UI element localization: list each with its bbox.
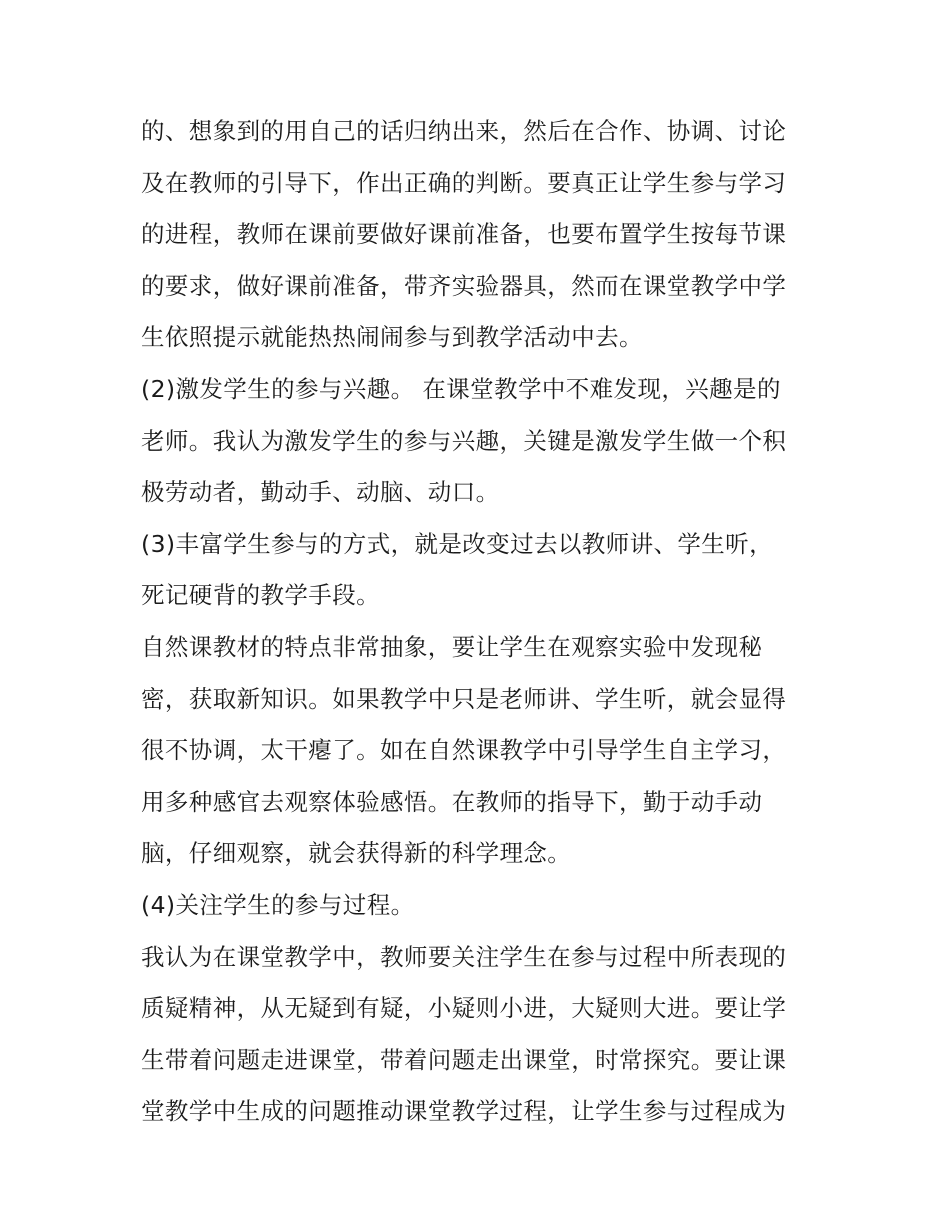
text-line: 及在教师的引导下，作出正确的判断。要真正让学生参与学习 xyxy=(141,168,787,197)
text-line: 老师。我认为激发学生的参与兴趣，关键是激发学生做一个积 xyxy=(141,426,787,455)
text-line: 堂教学中生成的问题推动课堂教学过程，让学生参与过程成为 xyxy=(141,1097,787,1126)
text-line: 脑，仔细观察，就会获得新的科学理念。 xyxy=(141,839,572,868)
text-line: (2)激发学生的参与兴趣。 在课堂教学中不难发现，兴趣是的 xyxy=(141,374,781,403)
text-line: 死记硬背的教学手段。 xyxy=(141,581,380,610)
text-line: 用多种感官去观察体验感悟。在教师的指导下，勤于动手动 xyxy=(141,787,763,816)
text-line: 的要求，做好课前准备，带齐实验器具，然而在课堂教学中学 xyxy=(141,271,787,300)
text-line: 我认为在课堂教学中，教师要关注学生在参与过程中所表现的 xyxy=(141,942,787,971)
text-line: 生依照提示就能热热闹闹参与到教学活动中去。 xyxy=(141,323,643,352)
text-line: 质疑精神，从无疑到有疑，小疑则小进，大疑则大进。要让学 xyxy=(141,994,787,1023)
text-line: (3)丰富学生参与的方式，就是改变过去以教师讲、学生听， xyxy=(141,529,773,558)
document-body xyxy=(141,106,821,1138)
text-line: 的进程，教师在课前要做好课前准备，也要布置学生按每节课 xyxy=(141,220,787,249)
text-line: 极劳动者，勤动手、动脑、动口。 xyxy=(141,478,500,507)
text-line: (4)关注学生的参与过程。 xyxy=(141,890,415,919)
text-line: 生带着问题走进课堂，带着问题走出课堂，时常探究。要让课 xyxy=(141,1045,787,1074)
text-line: 的、想象到的用自己的话归纳出来，然后在合作、协调、讨论 xyxy=(141,117,787,145)
text-line: 很不协调，太干瘪了。如在自然课教学中引导学生自主学习， xyxy=(141,736,787,765)
text-line: 自然课教材的特点非常抽象，要让学生在观察实验中发现秘 xyxy=(141,632,763,661)
text-line: 密，获取新知识。如果教学中只是老师讲、学生听，就会显得 xyxy=(141,684,787,713)
